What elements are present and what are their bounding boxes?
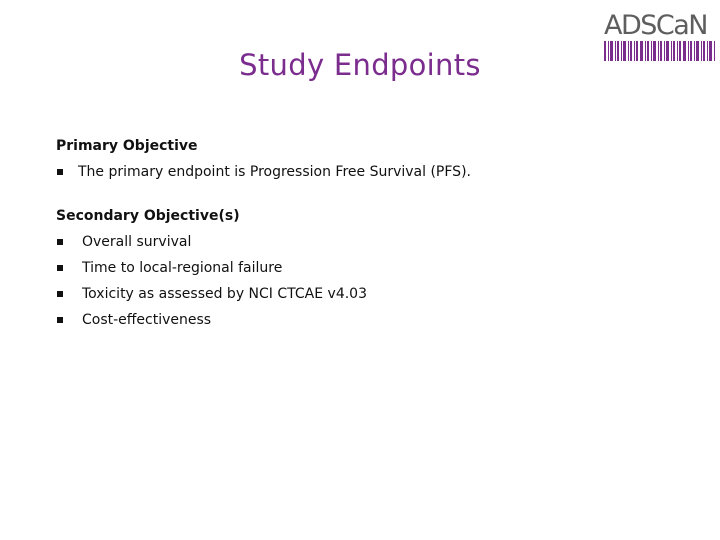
adscan-logo xyxy=(604,12,716,64)
list-item-text: Cost-effectiveness xyxy=(82,312,212,328)
barcode-icon xyxy=(604,40,716,62)
list-item xyxy=(56,159,471,185)
list-item xyxy=(56,307,240,333)
list-item xyxy=(56,255,283,281)
list-item-text: Toxicity as assessed by NCI CTCAE v4.03 xyxy=(82,286,367,302)
bullet-square-icon xyxy=(57,265,63,271)
list-item-text: Time to local-regional failure xyxy=(82,260,283,276)
slide-body xyxy=(56,133,471,333)
logo-text: ADSCaN xyxy=(604,10,707,41)
bullet-square-icon xyxy=(57,291,63,297)
slide-title: Study Endpoints xyxy=(239,48,481,82)
bullet-square-icon xyxy=(57,239,63,245)
list-item xyxy=(56,229,240,255)
list-item-text: The primary endpoint is Progression Free Survival (PFS). xyxy=(78,164,471,180)
bullet-square-icon xyxy=(57,169,63,175)
secondary-objective-heading: Secondary Objective(s) xyxy=(56,208,240,224)
primary-objective-heading: Primary Objective xyxy=(56,138,198,154)
bullet-square-icon xyxy=(57,317,63,323)
section-spacer xyxy=(56,185,240,203)
list-item xyxy=(56,281,367,307)
list-item-text: Overall survival xyxy=(82,234,192,250)
